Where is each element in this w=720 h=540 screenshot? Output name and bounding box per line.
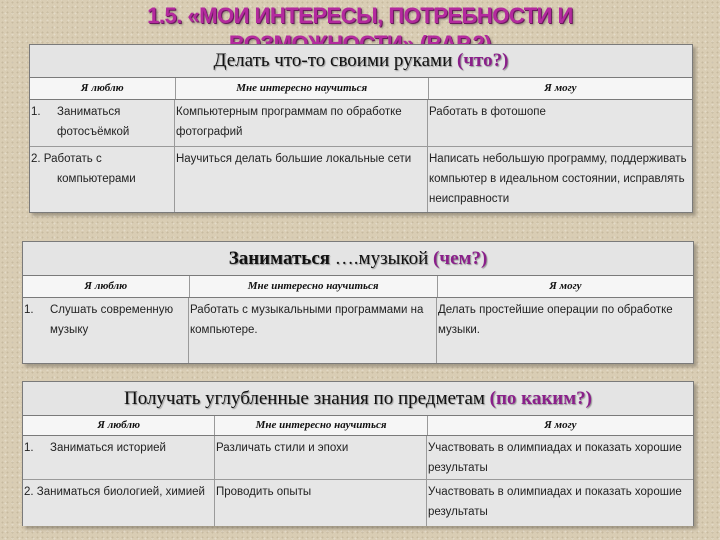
- cell-can: Написать небольшую программу, поддерживать компьютер в идеальном состоянии, исправлять неисправности: [429, 153, 687, 205]
- block-title-text: Делать что-то своими руками: [213, 50, 453, 71]
- cell-can: Делать простейшие операции по обработке музыки.: [438, 304, 673, 336]
- table-row: [30, 100, 692, 147]
- row-number: 1.: [24, 442, 34, 454]
- block-title: [23, 242, 693, 276]
- column-header-love: Я люблю: [23, 276, 190, 297]
- cell-can: Участвовать в олимпиадах и показать хорошие результаты: [428, 442, 682, 474]
- table-row: [23, 436, 693, 480]
- cell-can: Работать в фотошопе: [429, 106, 546, 118]
- table-block-handwork: [29, 44, 693, 213]
- cell-love-text: Заниматься фотосъёмкой: [57, 106, 130, 138]
- block-title-prefix: Заниматься: [228, 248, 331, 269]
- cell-love: [30, 100, 175, 146]
- cell-can: Участвовать в олимпиадах и показать хорошие результаты: [428, 486, 682, 518]
- table-row: [30, 147, 692, 212]
- column-header-can: Я могу: [544, 419, 577, 431]
- cell-learn: Проводить опыты: [215, 480, 427, 526]
- column-headers: [23, 416, 693, 436]
- cell-learn: Работать с музыкальными программами на компьютере.: [189, 298, 437, 363]
- column-header-learn: Мне интересно научиться: [215, 416, 427, 435]
- cell-love-text: Заниматься историей: [50, 442, 166, 454]
- block-title-text: Получать углубленные знания по предметам: [123, 388, 485, 409]
- slide-title-line1: 1.5. «МОИ ИНТЕРЕСЫ, ПОТРЕБНОСТИ И: [147, 3, 573, 28]
- row-number: 2.: [24, 486, 34, 498]
- row-number: 2.: [31, 153, 41, 165]
- column-header-can: Я могу: [544, 82, 577, 94]
- column-header-love: Я люблю: [23, 416, 215, 435]
- column-headers: [23, 276, 693, 298]
- cell-love: [23, 436, 215, 479]
- block-title-question: (чем?): [433, 248, 488, 269]
- cell-love-text: Работать с компьютерами: [43, 153, 136, 185]
- table-block-subjects: [22, 381, 694, 526]
- column-header-learn: Мне интересно научиться: [190, 276, 438, 297]
- row-number: 1.: [24, 304, 34, 316]
- block-title-text: ….музыкой: [330, 248, 434, 269]
- table-row: [23, 480, 693, 526]
- block-title: [30, 45, 692, 78]
- column-headers: [30, 78, 692, 100]
- cell-learn: Научиться делать большие локальные сети: [175, 147, 428, 212]
- cell-love-text: Заниматься биологией, химией: [36, 486, 205, 498]
- block-title: [23, 382, 693, 416]
- cell-learn: Различать стили и эпохи: [215, 436, 427, 479]
- table-row: [23, 298, 693, 363]
- block-title-question: (что?): [457, 50, 509, 71]
- column-header-learn: Мне интересно научиться: [176, 78, 429, 99]
- column-header-can: Я могу: [549, 280, 582, 292]
- block-title-question: (по каким?): [489, 388, 593, 409]
- table-block-music: [22, 241, 694, 364]
- cell-love: [30, 147, 175, 212]
- column-header-love: Я люблю: [30, 78, 176, 99]
- cell-love-text: Слушать современную музыку: [50, 304, 174, 336]
- cell-learn: Компьютерным программам по обработке фотографий: [175, 100, 428, 146]
- row-number: 1.: [31, 106, 41, 118]
- cell-love: [23, 480, 215, 526]
- cell-love: [23, 298, 189, 363]
